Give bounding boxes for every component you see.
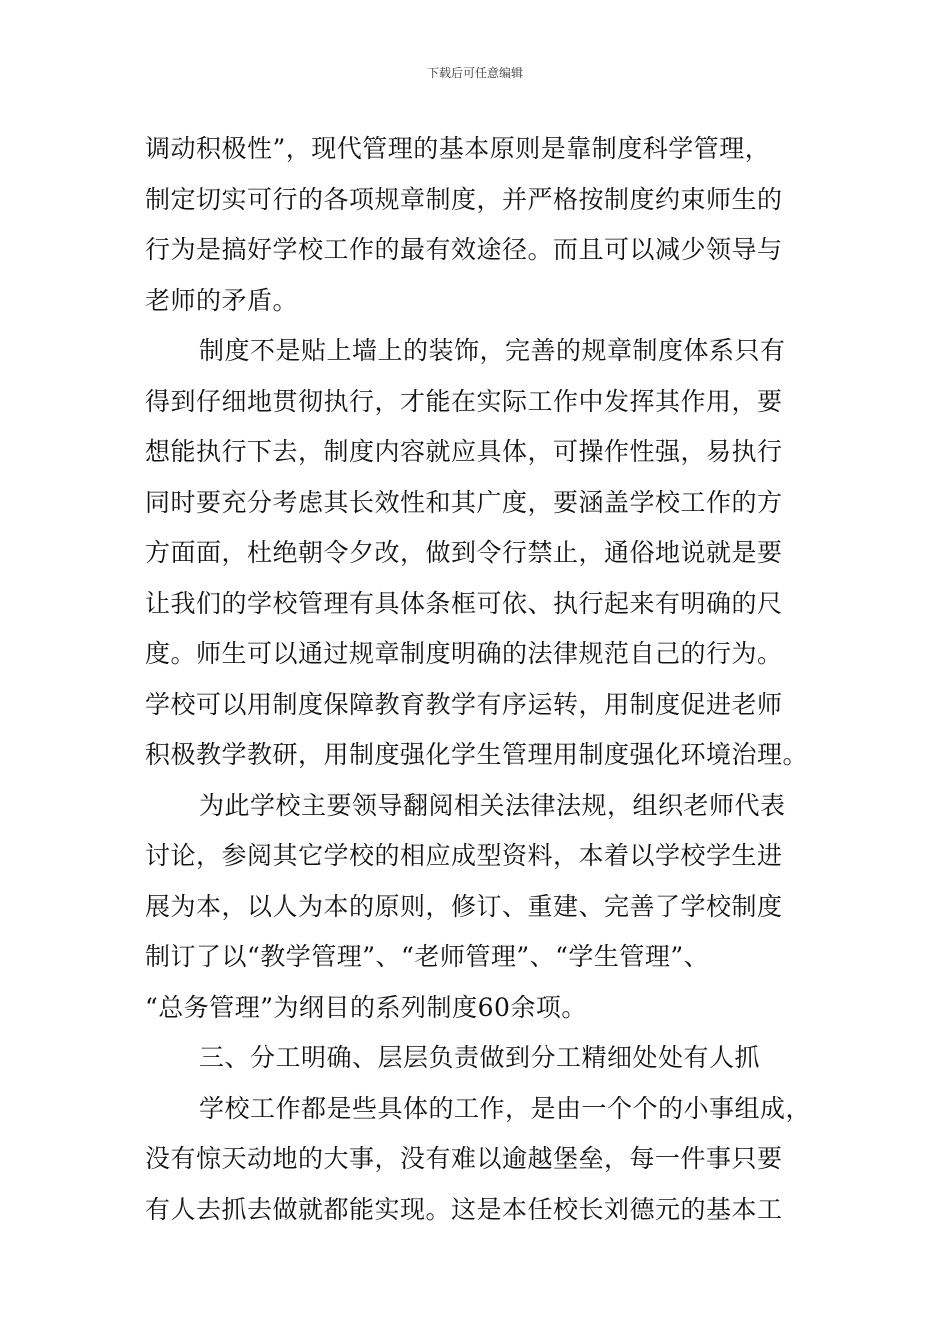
text-line: 想能执行下去，制度内容就应具体，可操作性强，易执行 bbox=[145, 437, 783, 466]
text-line: 展为本，以人为本的原则，修订、重建、完善了学校制度 bbox=[145, 891, 783, 921]
text-line: 方面面，杜绝朝令夕改，做到令行禁止，通俗地说就是要 bbox=[145, 538, 783, 567]
text-line: 积极教学教研，用制度强化学生管理用制度强化环境治理。 bbox=[145, 740, 809, 769]
text-line: 讨论，参阅其它学校的相应成型资料，本着以学校学生进 bbox=[145, 841, 783, 870]
text-line: 制度不是贴上墙上的装饰，完善的规章制度体系只有 bbox=[199, 336, 786, 365]
text-line: “总务管理”为纲目的系列制度60余项。 bbox=[145, 992, 587, 1022]
page-header: 下载后可任意编辑 bbox=[426, 66, 523, 80]
text-line: 老师的矛盾。 bbox=[145, 285, 299, 315]
text-line: 制订了以“教学管理”、“老师管理”、“学生管理”、 bbox=[145, 942, 710, 971]
text-line: 得到仔细地贯彻执行，才能在实际工作中发挥其作用，要 bbox=[145, 386, 783, 416]
body-text bbox=[145, 124, 810, 1235]
text-line: 为此学校主要领导翻阅相关法律法规，组织老师代表 bbox=[199, 790, 786, 820]
text-line: 度。师生可以通过规章制度明确的法律规范自己的行为。 bbox=[145, 639, 783, 668]
text-line: 调动积极性”，现代管理的基本原则是靠制度科学管理， bbox=[145, 134, 771, 163]
section-heading: 三、分工明确、层层负责做到分工精细处处有人抓 bbox=[199, 1043, 761, 1072]
text-line: 有人去抓去做就都能实现。这是本任校长刘德元的基本工 bbox=[145, 1194, 783, 1224]
text-line: 学校可以用制度保障教育教学有序运转，用制度促进老师 bbox=[145, 689, 783, 719]
text-line: 让我们的学校管理有具体条框可依、执行起来有明确的尺 bbox=[145, 588, 783, 618]
text-line: 没有惊天动地的大事，没有难以逾越堡垒，每一件事只要 bbox=[145, 1144, 783, 1173]
text-line: 学校工作都是些具体的工作，是由一个个的小事组成， bbox=[199, 1093, 812, 1123]
text-line: 行为是搞好学校工作的最有效途径。而且可以减少领导与 bbox=[145, 235, 783, 264]
text-line: 同时要充分考虑其长效性和其广度，要涵盖学校工作的方 bbox=[145, 487, 783, 517]
text-line: 制定切实可行的各项规章制度，并严格按制度约束师生的 bbox=[145, 184, 783, 214]
